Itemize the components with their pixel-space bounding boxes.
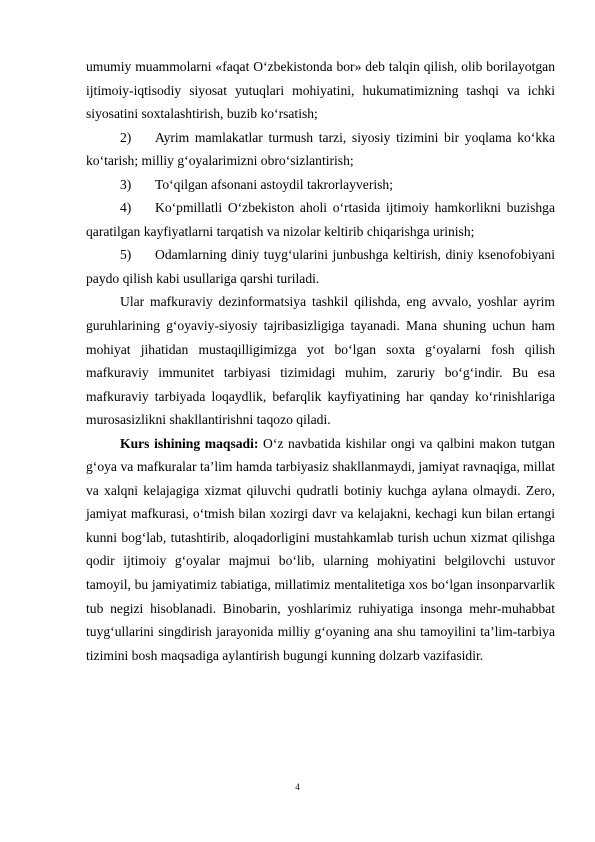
list-item-number: 3): [120, 176, 132, 192]
list-item-number: 2): [120, 129, 132, 145]
purpose-paragraph: [86, 432, 555, 667]
list-item-2: [86, 126, 555, 173]
list-item-text: To‘qilgan afsonani astoydil takrorlayverish;: [155, 176, 394, 192]
list-item-number: 5): [120, 247, 132, 263]
purpose-heading: Kurs ishining maqsadi:: [120, 435, 259, 451]
disinformation-paragraph: Ular mafkuraviy dezinformatsiya tashkil qilishda, eng avvalo, yoshlar ayrim guruhlarining g‘oyaviy-siyosiy tajribasizligiga tayanadi. Mana shuning uchun ham mohiyat jihatidan mustaqilligimizga yot bo‘lgan soxta g‘oyalarni fosh qilish mafkuraviy immunitet tarbiyasi tizimidagi muhim, zaruriy bo‘g‘indir. Bu esa mafkuraviy tarbiyada loqaydlik, befarqlik kayfiyatining har qanday ko‘rinishlariga murosasizlikni shakllantirishni taqozo qiladi.: [86, 294, 555, 428]
list-item-number: 4): [120, 200, 132, 216]
purpose-text: O‘z navbatida kishilar ongi va qalbini makon tutgan g‘oya va mafkuralar ta’lim hamda tarbiyasiz shakllanmaydi, jamiyat ravnaqiga, millat va xalqni kelajagiga xizmat qiluvchi qudratli botiniy kuchga aylana olmaydi. Zero, jamiyat mafkurasi, o‘tmish bilan xozirgi davr va kelajakni, kechagi kun bilan ertangi kunni bog‘lab, tutashtirib, aloqadorligini mustahkamlab turish uchun xizmat qilishga qodir ijtimoiy g‘oyalar majmui bo‘lib, ularning mohiyatini belgilovchi ustuvor tamoyil, bu jamiyatimiz tabiatiga, millatimiz mentalitetiga xos bo‘lgan insonparvarlik tub negizi hisoblanadi. Binobarin, yoshlarimiz ruhiyatiga insonga mehr-muhabbat tuyg‘ullarini singdirish jarayonida milliy g‘oyaning ana shu tamoyilini ta’lim-tarbiya tizimini bosh maqsadiga aylantirish bugungi kunning dolzarb vazifasidir.: [86, 435, 555, 663]
list-item-text: Ko‘pmillatli O‘zbekiston aholi o‘rtasida ijtimoiy hamkorlikni buzishga qaratilgan kayfiyatlarni tarqatish va nizolar keltirib chiqarishga urinish;: [86, 200, 555, 239]
list-item-4: [86, 196, 555, 243]
list-item-text: Odamlarning diniy tuyg‘ularini junbushga keltirish, diniy ksenofobiyani paydo qilish kabi usullariga qarshi turiladi.: [86, 247, 555, 286]
list-item-5: [86, 243, 555, 290]
list-item-3: [86, 173, 555, 197]
continuation-paragraph: umumiy muammolarni «faqat O‘zbekistonda bor» deb talqin qilish, olib borilayotgan ijtimoiy-iqtisodiy siyosat yutuqlari mohiyatini, hukumatimizning tashqi va ichki siyosatini soxtalashtirish, buzib ko‘rsatish;: [86, 59, 555, 122]
list-item-text: Ayrim mamlakatlar turmush tarzi, siyosiy tizimini bir yoqlama ko‘kka ko‘tarish; milliy g‘oyalarimizni obro‘sizlantirish;: [86, 129, 555, 169]
page-number: 4: [295, 782, 300, 792]
document-body: [86, 55, 555, 667]
